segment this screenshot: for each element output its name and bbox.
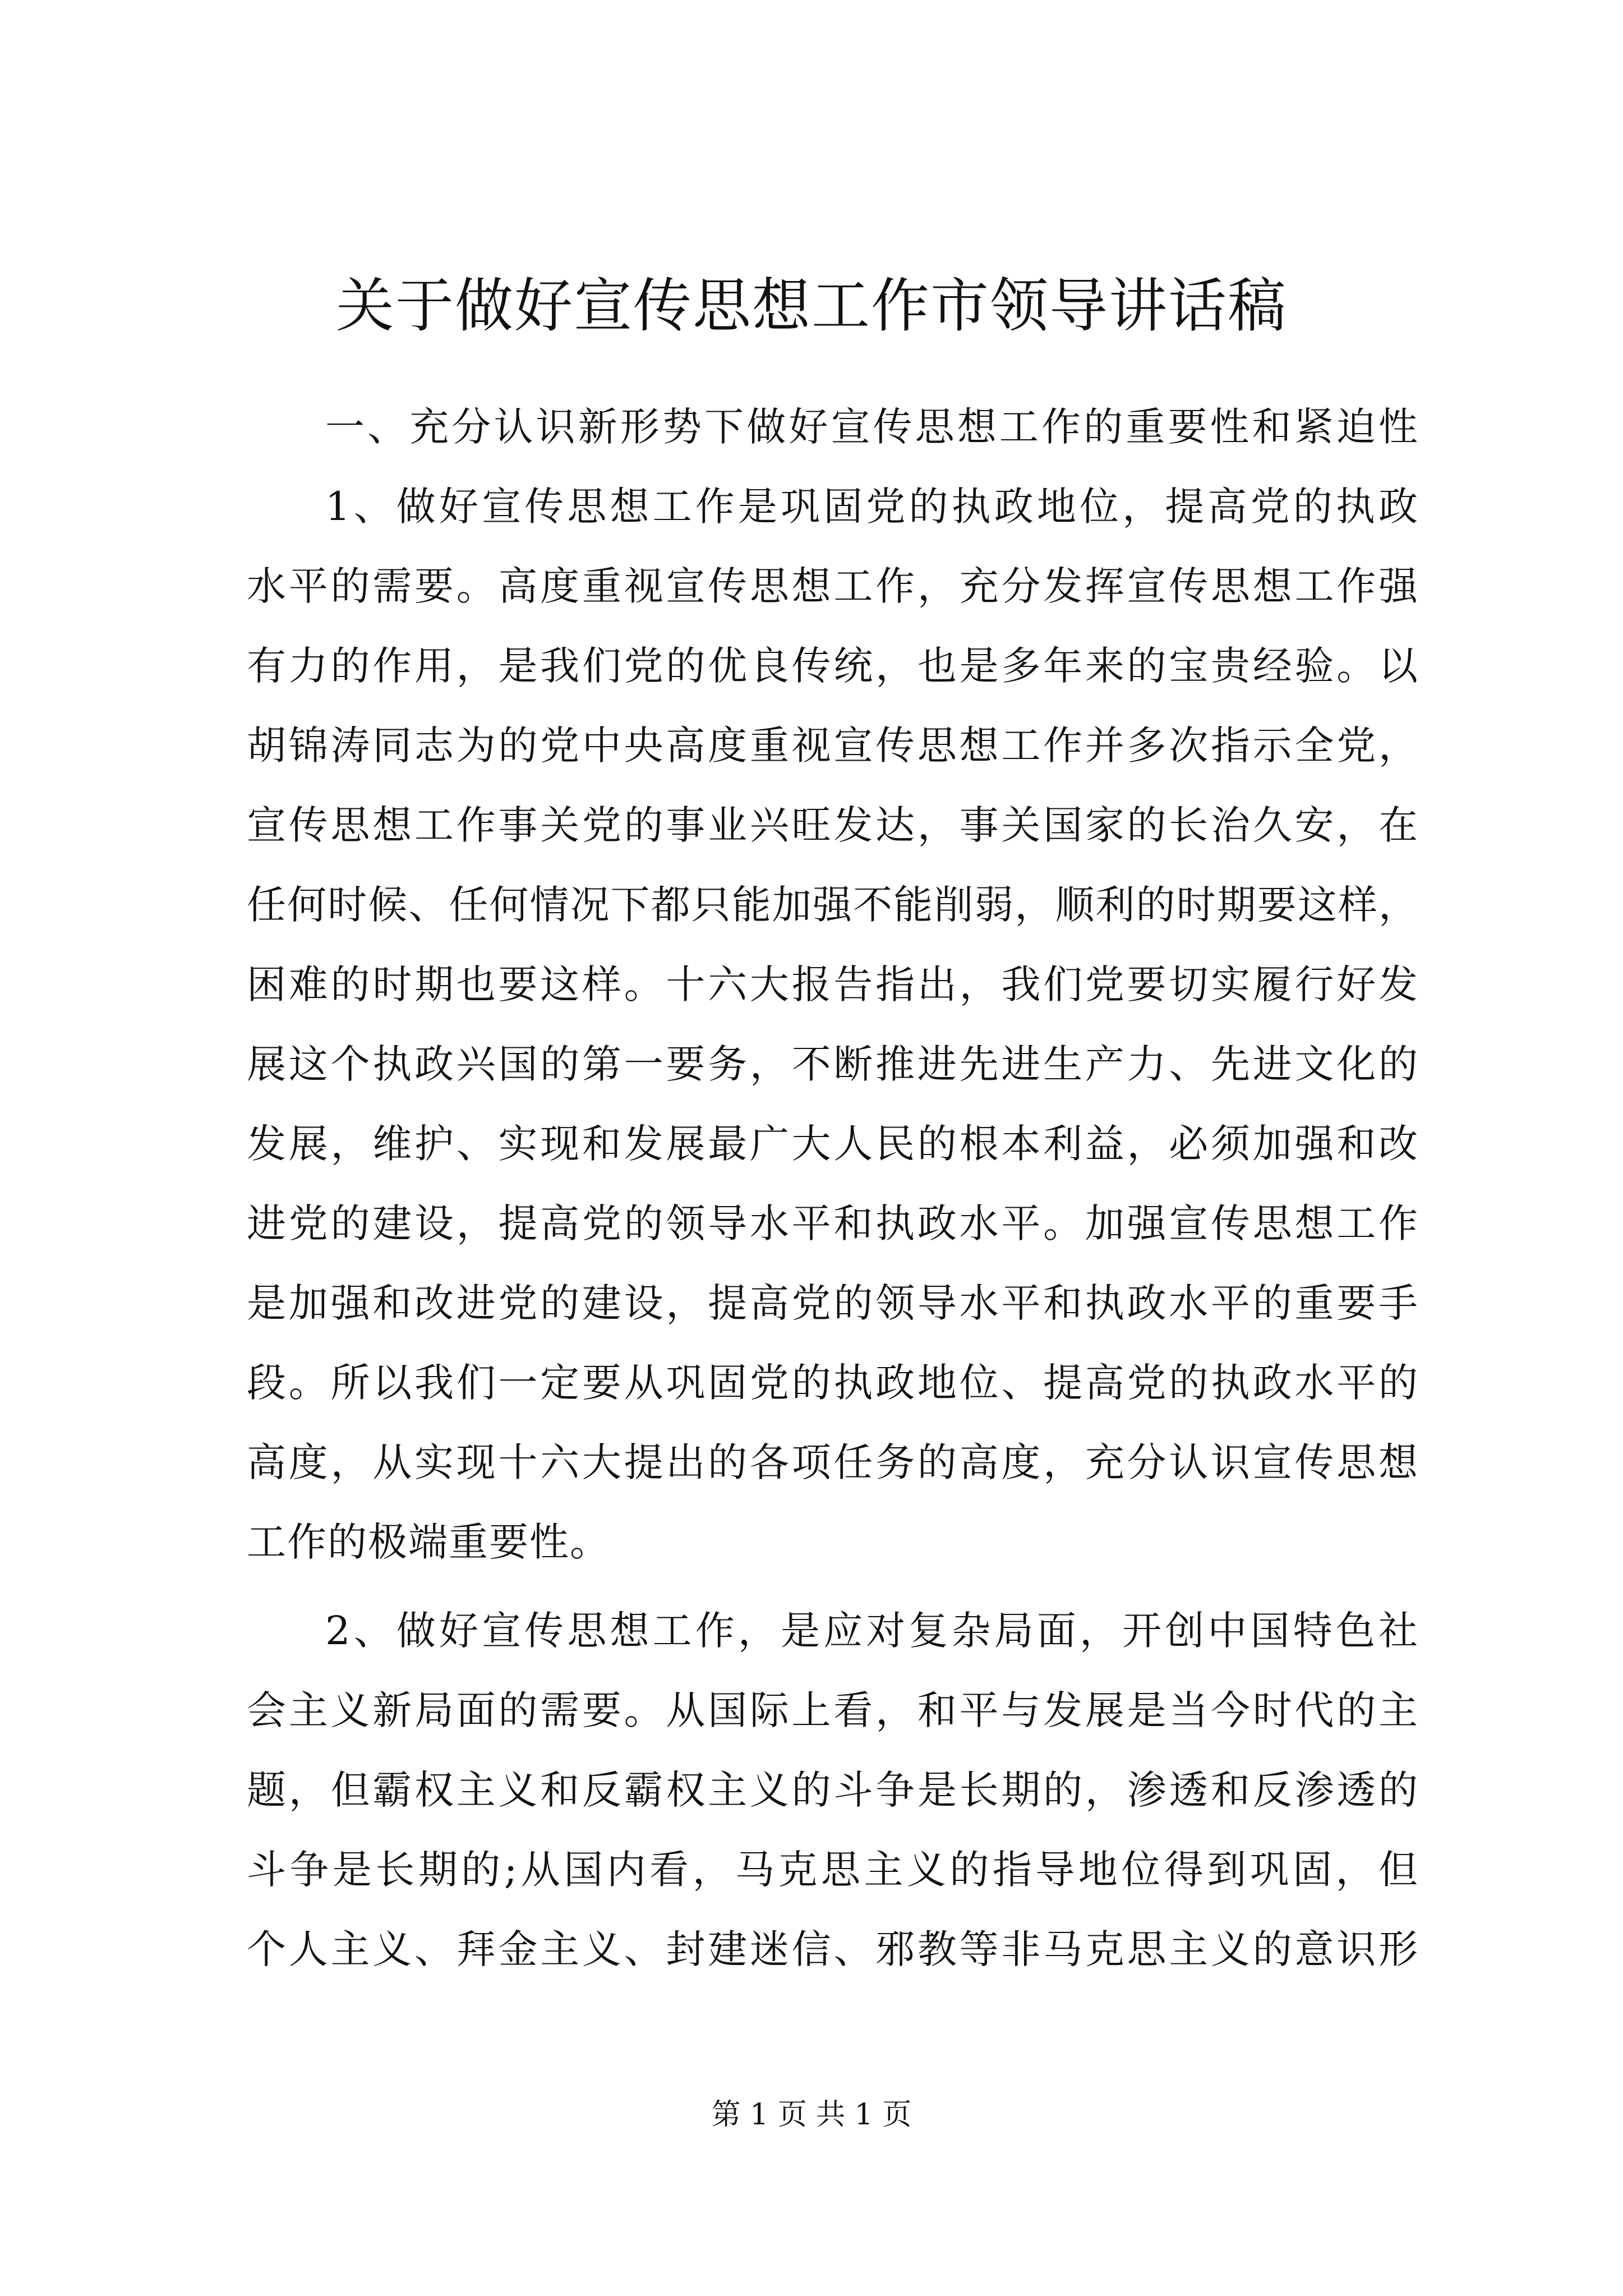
paragraph-line: 2、做好宣传思想工作，是应对复杂局面，开创中国特色社 xyxy=(325,1608,1419,1654)
paragraph-line: 水平的需要。高度重视宣传思想工作，充分发挥宣传思想工作强 xyxy=(247,563,1419,609)
paragraph-line: 困难的时期也要这样。十六大报告指出，我们党要切实履行好发 xyxy=(247,961,1419,1007)
page-footer: 第 1 页 共 1 页 xyxy=(711,2098,912,2132)
paragraph-line: 宣传思想工作事关党的事业兴旺发达，事关国家的长治久安，在 xyxy=(247,802,1419,848)
paragraph-line: 工作的极端重要性。 xyxy=(247,1519,610,1565)
paragraph-line: 展这个执政兴国的第一要务，不断推进先进生产力、先进文化的 xyxy=(247,1041,1419,1087)
paragraph-line: 高度，从实现十六大提出的各项任务的高度，充分认识宣传思想 xyxy=(247,1439,1419,1485)
paragraph-line: 1、做好宣传思想工作是巩固党的执政地位，提高党的执政 xyxy=(325,484,1419,530)
paragraph-line: 斗争是长期的;从国内看，马克思主义的指导地位得到巩固，但 xyxy=(247,1847,1419,1893)
paragraph-line: 个人主义、拜金主义、封建迷信、邪教等非马克思主义的意识形 xyxy=(247,1926,1419,1972)
document-title: 关于做好宣传思想工作市领导讲话稿 xyxy=(335,272,1287,340)
paragraph-line: 胡锦涛同志为的党中央高度重视宣传思想工作并多次指示全党， xyxy=(247,723,1419,769)
paragraph-line: 题，但霸权主义和反霸权主义的斗争是长期的，渗透和反渗透的 xyxy=(247,1767,1419,1813)
paragraph-line: 发展，维护、实现和发展最广大人民的根本利益，必须加强和改 xyxy=(247,1121,1419,1167)
paragraph-line: 任何时候、任何情况下都只能加强不能削弱，顺利的时期要这样， xyxy=(247,882,1419,928)
paragraph-line: 段。所以我们一定要从巩固党的执政地位、提高党的执政水平的 xyxy=(247,1360,1419,1406)
paragraph-line: 有力的作用，是我们党的优良传统，也是多年来的宝贵经验。以 xyxy=(247,643,1419,689)
document-body xyxy=(247,387,1419,1989)
paragraph-line: 是加强和改进党的建设，提高党的领导水平和执政水平的重要手 xyxy=(247,1280,1419,1326)
paragraph-line: 进党的建设，提高党的领导水平和执政水平。加强宣传思想工作 xyxy=(247,1200,1419,1246)
section-heading: 一、充分认识新形势下做好宣传思想工作的重要性和紧迫性 xyxy=(325,404,1419,450)
paragraph-line: 会主义新局面的需要。从国际上看，和平与发展是当今时代的主 xyxy=(247,1687,1419,1733)
